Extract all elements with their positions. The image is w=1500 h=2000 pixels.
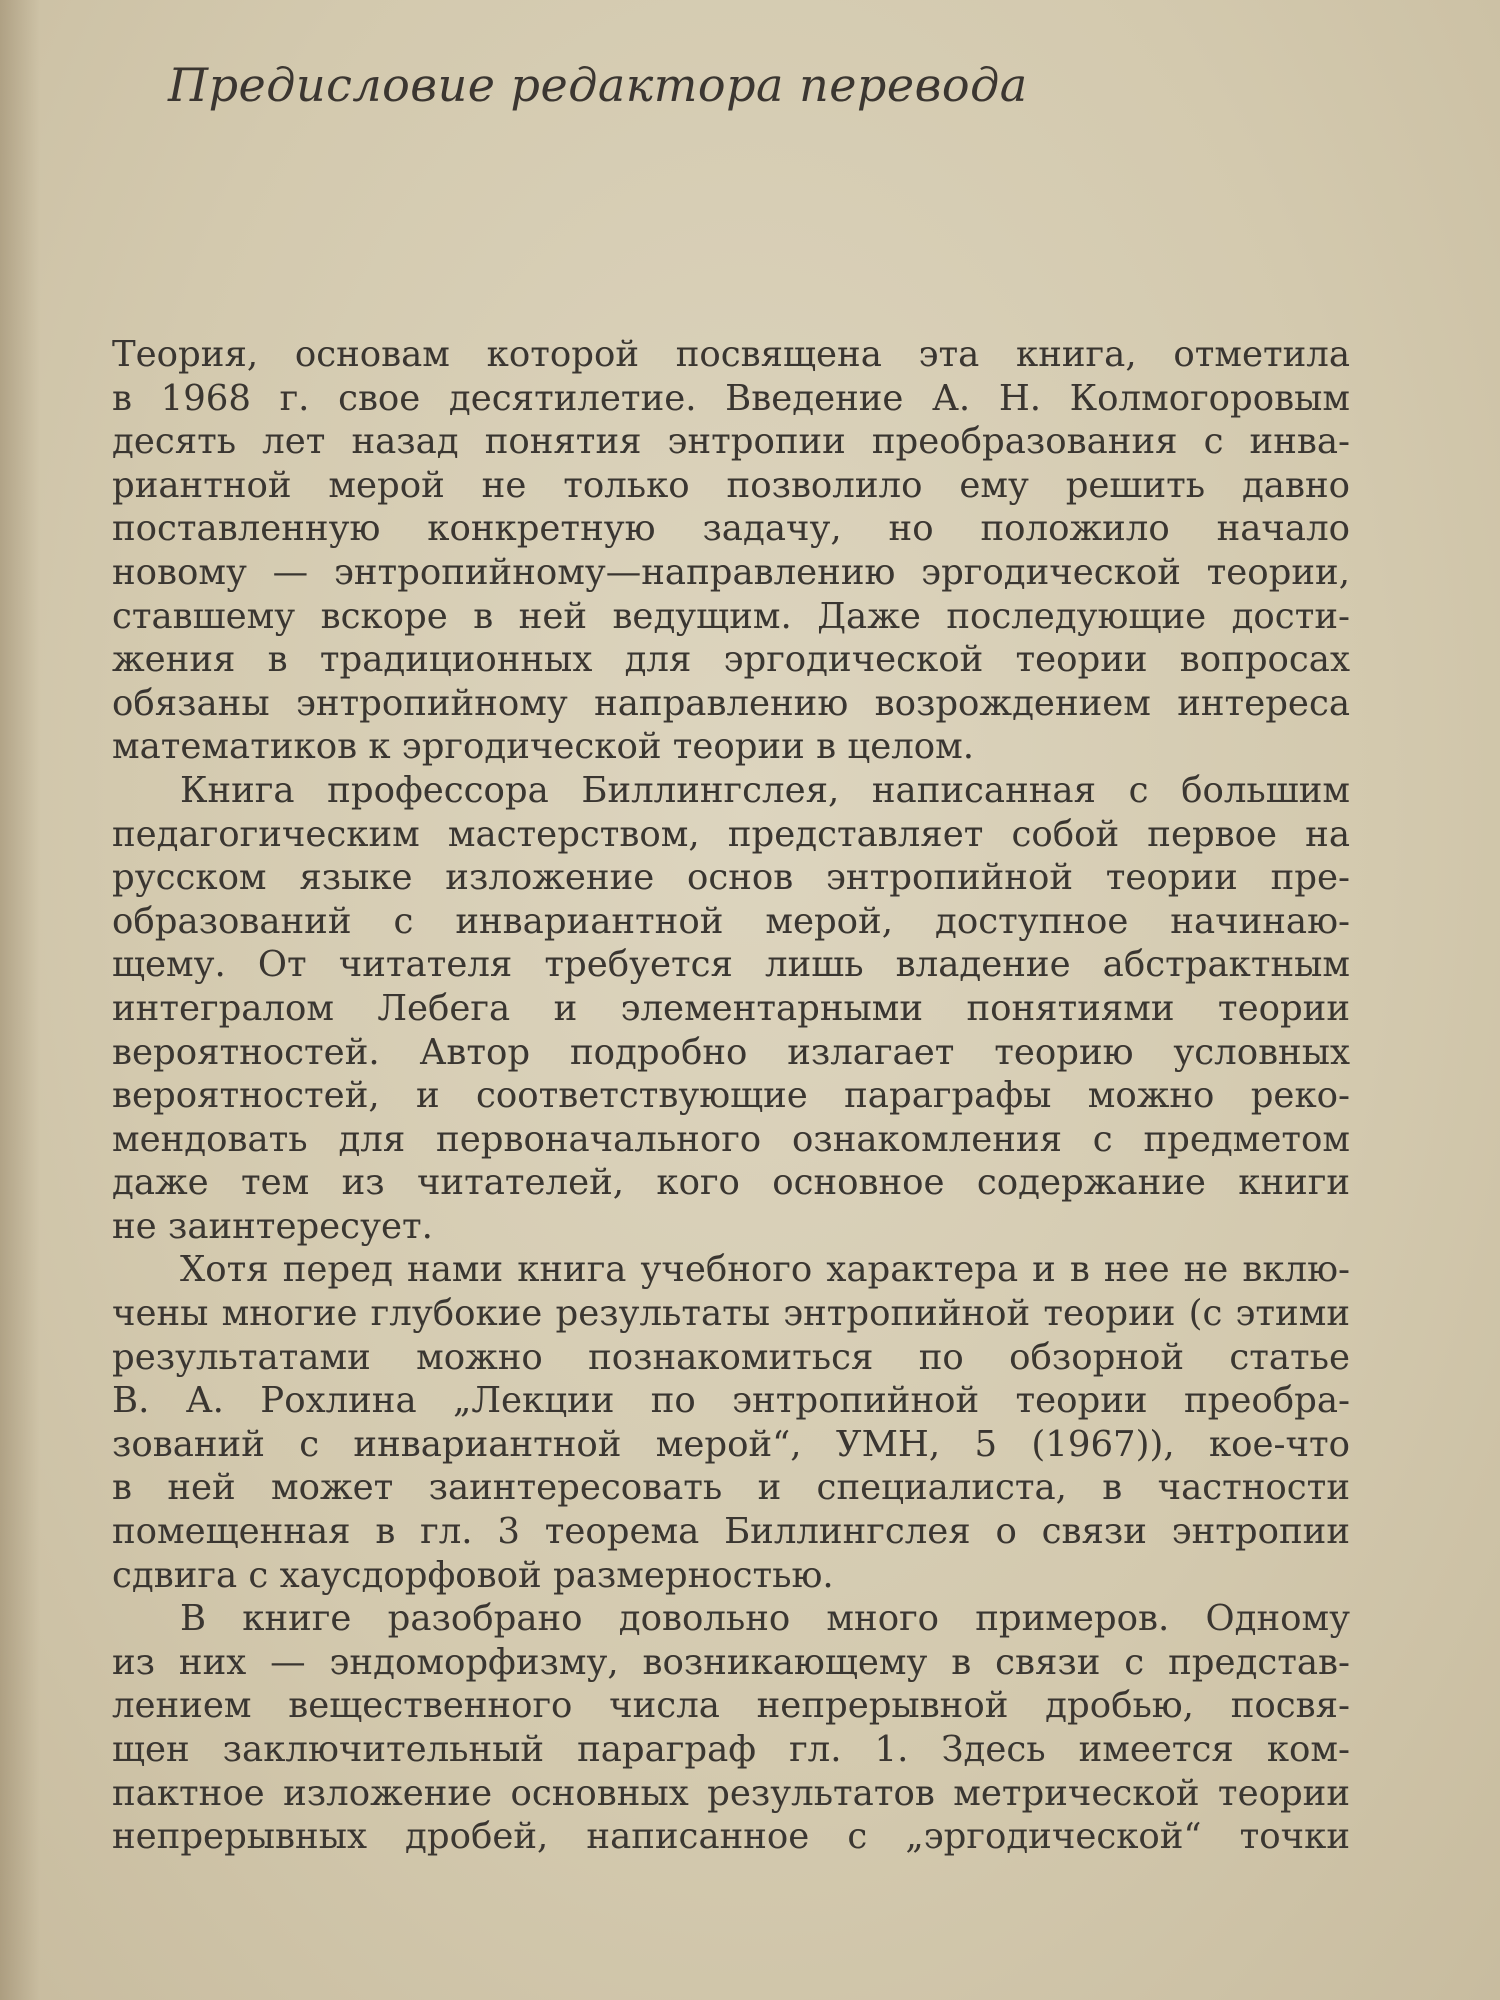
text-line: вероятностей, и соответствующие параграфы можно реко- [112, 1075, 1350, 1117]
text-line: из них — эндоморфизму, возникающему в связи с представ- [112, 1641, 1350, 1683]
text-line: зований с инвариантной мерой“, УМН, 5 (1967)), кое-что [112, 1423, 1350, 1465]
text-line: лением вещественного числа непрерывной дробью, посвя- [112, 1685, 1350, 1727]
text-line: даже тем из читателей, кого основное содержание книги [112, 1162, 1350, 1204]
text-line: результатами можно познакомиться по обзорной статье [112, 1336, 1350, 1378]
text-line: В. А. Рохлина „Лекции по энтропийной теории преобра- [112, 1380, 1350, 1422]
text-line: щен заключительный параграф гл. 1. Здесь имеется ком- [112, 1729, 1350, 1770]
paragraph-3 [112, 1248, 1350, 1597]
text-line: В книге разобрано довольно много примеров. Одному [180, 1598, 1350, 1640]
text-line: обязаны энтропийному направлению возрождением интереса [112, 682, 1350, 724]
text-line: новому — энтропийному—направлению эргодической теории, [112, 551, 1350, 593]
text-line: Теория, основам которой посвящена эта книга, отметила [112, 334, 1350, 375]
text-line: русском языке изложение основ энтропийной теории пре- [112, 857, 1350, 899]
text-line: поставленную конкретную задачу, но положило начало [112, 508, 1350, 550]
text-line: помещенная в гл. 3 теорема Биллингслея о связи энтропии [112, 1511, 1350, 1553]
text-line: образований с инвариантной мерой, доступное начинаю- [112, 900, 1350, 942]
text-line: педагогическим мастерством, представляет собой первое на [112, 813, 1350, 855]
paragraph-4 [112, 1597, 1350, 1859]
body-text [112, 333, 1350, 1859]
text-line: мендовать для первоначального ознакомления с предметом [112, 1118, 1350, 1160]
text-line: не заинтересует. [112, 1205, 433, 1247]
text-line: в 1968 г. свое десятилетие. Введение А. Н. Колмогоровым [112, 377, 1350, 419]
text-line: пактное изложение основных результатов метрической теории [112, 1772, 1350, 1814]
text-line: математиков к эргодической теории в целом. [112, 726, 975, 768]
text-line: в ней может заинтересовать и специалиста, в частности [112, 1467, 1350, 1509]
page-title: Предисловие редактора перевода [168, 58, 1028, 112]
text-line: щему. От читателя требуется лишь владение абстрактным [112, 944, 1350, 986]
text-line: ставшему вскоре в ней ведущим. Даже последующие дости- [112, 595, 1350, 637]
text-line: Книга профессора Биллингслея, написанная с большим [180, 769, 1350, 811]
text-line: жения в традиционных для эргодической теории вопросах [112, 639, 1350, 681]
text-line: десять лет назад понятия энтропии преобразования с инва- [112, 421, 1350, 463]
text-line: интегралом Лебега и элементарными понятиями теории [112, 987, 1350, 1029]
text-line: вероятностей. Автор подробно излагает теорию условных [112, 1031, 1350, 1073]
text-line: сдвига с хаусдорфовой размерностью. [112, 1554, 834, 1596]
text-line: непрерывных дробей, написанное с „эргодической“ точки [112, 1816, 1350, 1858]
text-line: риантной мерой не только позволило ему решить давно [112, 464, 1350, 506]
page-edge-shadow [0, 0, 40, 2000]
paragraph-1 [112, 333, 1350, 769]
paragraph-2 [112, 769, 1350, 1249]
text-line: Хотя перед нами книга учебного характера и в нее не вклю- [180, 1249, 1350, 1291]
text-line: чены многие глубокие результаты энтропийной теории (с этими [112, 1293, 1350, 1335]
